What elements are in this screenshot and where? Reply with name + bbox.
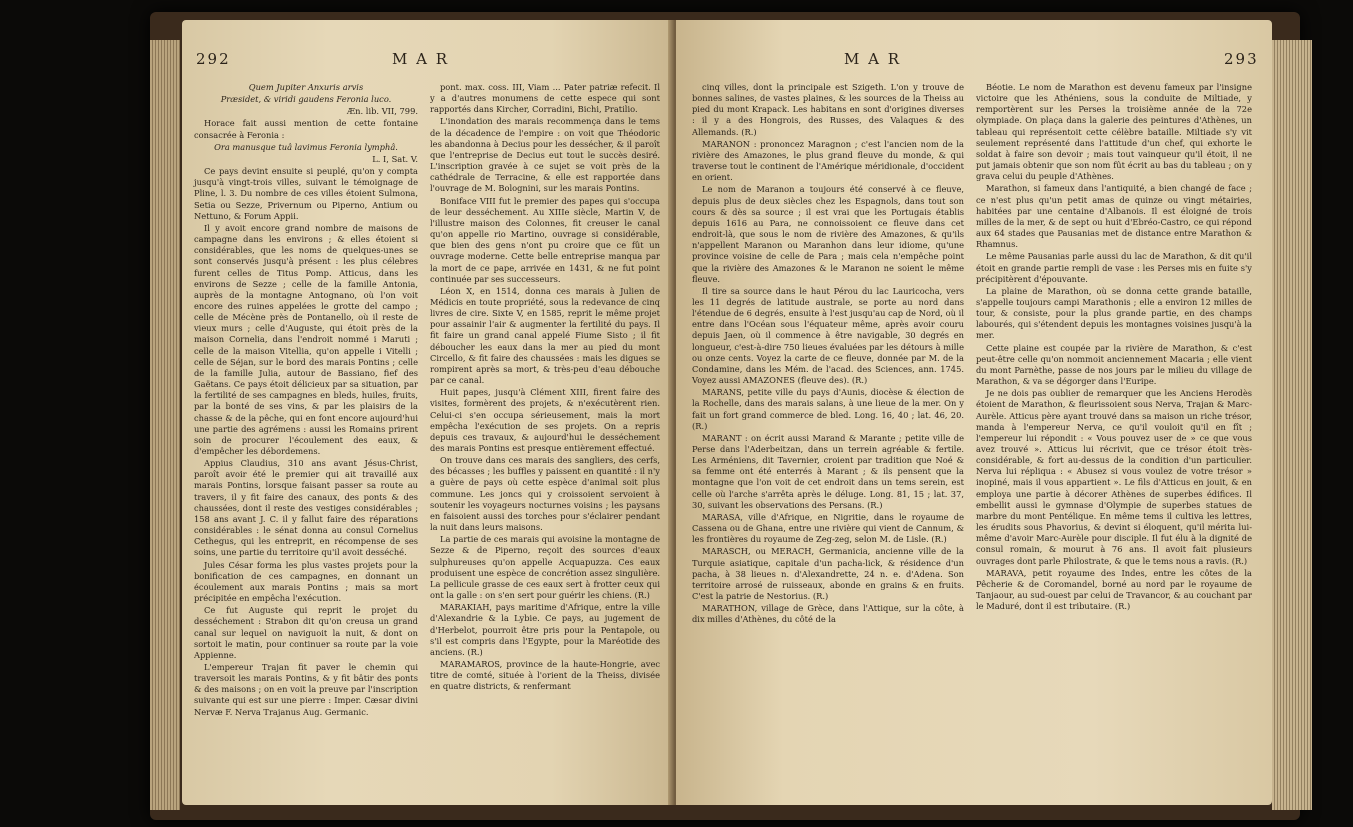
paragraph: Ora manusque tuâ lavimus Feronia lymphâ. bbox=[214, 141, 398, 152]
paragraph: Le même Pausanias parle aussi du lac de Marathon, & dit qu'il étoit en grande partie rempli de vase : les Perses mis en fuite s'y précipitèrent d'épouvante. bbox=[976, 251, 1252, 284]
paragraph: cinq villes, dont la principale est Szigeth. L'on y trouve de bonnes salines, de vastes plaines, & les sources de la Theiss au pied du mont Krapack. Les habitans en sont d'origines diverses : il y a des Hongrois, des Russes, des Valaques & des Allemands. (R.) bbox=[692, 82, 964, 137]
paragraph: L'empereur Trajan fit paver le chemin qui traversoit les marais Pontins, & y fit bâtir des ponts & des maisons ; on en voit la preuve par l'inscription suivante qui est sur une pierre : Imper. Cæsar divini Nervæ F. Nerva Trajanus Aug. Germanic. bbox=[194, 661, 418, 717]
paragraph: Huit papes, jusqu'à Clément XIII, firent faire des visites, formèrent des projets, & n'exécutèrent rien. Celui-ci s'en occupa sérieusement, mais la mort empêcha l'exécution de ses projets. On a repris depuis ces travaux, & aujourd'hui le desséchement des marais Pontins est presque entièrement effectué. bbox=[430, 387, 660, 453]
paragraph: MARANS, petite ville du pays d'Aunis, diocèse & élection de la Rochelle, dans des marais salans, à une lieue de la mer. On y fait un fort grand commerce de bled. Long. 16, 40 ; lat. 46, 20. (R.) bbox=[692, 387, 964, 431]
right-page-edges bbox=[1272, 40, 1312, 810]
paragraph: Je ne dois pas oublier de remarquer que les Anciens Herodès étoient de Marathon, & fleurissoient sous Nerva, Trajan & Marc-Aurèle. Atticus père ayant trouvé dans sa maison un riche trésor, manda à l'empereur Nerva, ce qu'il vouloit qu'il en fît ; l'empereur lui répondit : « Vous pouvez user de » ce que vous avez trouvé ». Atticus lui récrivit, que ce trésor étoit très-considérable, & fort au-dessus de la condition d'un particulier. Nerva lui répliqua : « Abusez si vous voulez de votre trésor » inopiné, mais il vous appartient ». Le fils d'Atticus en jouit, & en employa une partie à décorer Athènes de superbes édifices. Il embellit aussi le gymnase d'Olympie de superbes statues de marbre du mont Pentélique. En même tems il cultiva les lettres, les érudits sous Phavorius, & devint si éloquent, qu'il mérita lui-même d'avoir Marc-Aurèle pour disciple. Il fut élu à la dignité de consul romain, & mourut à 76 ans. Il avoit fait plusieurs ouvrages dont parle Philostrate, & que le tems nous a ravis. (R.) bbox=[976, 388, 1252, 566]
paragraph: Jules César forma les plus vastes projets pour la bonification de ces campagnes, en donnant un écoulement aux marais Pontins ; mais sa mort précipitée en empêcha l'exécution. bbox=[194, 559, 418, 604]
paragraph: La plaine de Marathon, où se donna cette grande bataille, s'appelle toujours campi Marathonis ; elle a environ 12 milles de tour, & consiste, pour la plus grande partie, en des champs labourés, qui s'étendent depuis les montagnes voisines jusqu'à la mer. bbox=[976, 285, 1252, 341]
paragraph: Horace fait aussi mention de cette fontaine consacrée à Feronia : bbox=[194, 118, 418, 140]
left-running-head: M A R bbox=[392, 50, 450, 68]
paragraph: Béotie. Le nom de Marathon est devenu fameux par l'insigne victoire que les Athéniens, sous la conduite de Miltiade, y remportèrent sur les Perses la troisième année de la 72e olympiade. On plaça dans la galerie des peintures d'Athènes, un tableau qui représentoit cette célèbre bataille. Miltiade s'y vit seulement représenté dans l'attitude d'un chef, qui exhorte le soldat à faire son devoir ; mais tout vainqueur qu'il étoit, il ne put jamais obtenir que son nom fût écrit au bas du tableau ; on y grava celui du peuple d'Athènes. bbox=[976, 82, 1252, 182]
paragraph: Boniface VIII fut le premier des papes qui s'occupa de leur desséchement. Au XIIIe siècle, Martin V, de l'illustre maison des Colonnes, fit creuser le canal qu'on appelle rio Martino, ouvrage si considérable, que bien des gens n'ont pu croire que ce fût un ouvrage moderne. Cette belle entreprise manqua par la mort de ce pape, arrivée en 1431, & ne fut point continuée par ses successeurs. bbox=[430, 195, 660, 284]
left-page-edges bbox=[150, 40, 180, 810]
right-page bbox=[676, 20, 1272, 805]
paragraph: Le nom de Maranon a toujours été conservé à ce fleuve, depuis plus de deux siècles chez les Espagnols, dans tout son cours & dès sa source ; il est vrai que les Portugais établis depuis 1616 au Para, ne connoissoient ce fleuve dans cet endroit-là, que sous le nom de rivière des Amazones, & qu'ils n'appellent Maranon ou Maranhon dans leur idiome, qu'une province voisine de celle de Para ; mais cela n'empêche point que la rivière des Amazones & le Maranon ne soient le même fleuve. bbox=[692, 184, 964, 284]
right-page-column-1 bbox=[692, 82, 964, 627]
left-page-column-2 bbox=[430, 82, 660, 719]
paragraph: Ce fut Auguste qui reprit le projet du desséchement : Strabon dit qu'on creusa un grand canal sur lequel on naviguoit la nuit, & dont on sortoit le matin, pour continuer sa route par la voie Appienne. bbox=[194, 605, 418, 660]
paragraph: L. I, Sat. V. bbox=[372, 153, 418, 164]
paragraph: Ce pays devint ensuite si peuplé, qu'on y compta jusqu'à vingt-trois villes, suivant le témoignage de Pline, l. 3. Du nombre de ces villes étoient Sulmona, Setia ou Sezze, Privernum ou Piperno, Antium ou Nettuno, & Forum Appii. bbox=[194, 166, 418, 221]
paragraph: Cette plaine est coupée par la rivière de Marathon, & c'est peut-être celle qu'on nommoit anciennement Macaria ; elle vient du mont Parnèthe, passe de nos jours par le milieu du village de Marathon, & va se dégorger dans l'Euripe. bbox=[976, 342, 1252, 387]
paragraph: Appius Claudius, 310 ans avant Jésus-Christ, paroît avoir été le premier qui ait travaillé aux marais Pontins, lorsque faisant passer sa route au travers, il y fit faire des canaux, des ponts & des chaussées, dont il reste des vestiges considérables ; 158 ans avant J. C. il y fallut faire des réparations considérables : le sénat donna au consul Cornelius Cethegus, qui les entreprit, en récompense de ses soins, une partie du territoire qu'il avoit desséché. bbox=[194, 458, 418, 558]
paragraph: Æn. lib. VII, 799. bbox=[346, 106, 418, 117]
right-running-head: M A R bbox=[844, 50, 902, 68]
paragraph: Il tire sa source dans le haut Pérou du lac Lauricocha, vers les 11 degrés de latitude australe, se porte au nord dans l'étendue de 6 degrés, ensuite à l'est jusqu'au cap de Nord, où il entre dans l'Océan sous l'équateur même, après avoir couru depuis Jaen, où il commence à être navigable, 30 degrés en longueur, c'est-à-dire 750 lieues évaluées par les détours à mille ou onze cents. Voyez la carte de ce fleuve, donnée par M. de la Condamine, dans les Mém. de l'acad. des Sciences, ann. 1745. Voyez aussi AMAZONES (fleuve des). (R.) bbox=[692, 285, 964, 386]
paragraph: Quem Jupiter Anxuris arvis bbox=[248, 82, 364, 92]
paragraph: La partie de ces marais qui avoisine la montagne de Sezze & de Piperno, reçoit des sources d'eaux sulphureuses qu'on appelle Acquapuzza. Ces eaux produisent une espèce de concrétion assez singulière. La pellicule grasse de ces eaux sert à frotter ceux qui ont la galle : on s'en sert pour guérir les chiens. (R.) bbox=[430, 534, 660, 601]
paragraph: MARAVA, petit royaume des Indes, entre les côtes de la Pêcherie & de Coromandel, borné au nord par le royaume de Tanjaour, au sud-ouest par celui de Travancor, & au couchant par le Maduré, dont il est tributaire. (R.) bbox=[976, 567, 1252, 612]
paragraph: On trouve dans ces marais des sangliers, des cerfs, des bécasses ; les buffles y paissent en quantité : il n'y a guère de pays où cette espèce d'animal soit plus commune. Les joncs qui y croissoient servoient à soutenir les voyageurs nocturnes voisins ; les paysans en faisoient aussi des torches pour s'éclairer pendant la nuit dans leurs maisons. bbox=[430, 455, 660, 533]
paragraph: Præsidet, & viridi gaudens Feronia luco. bbox=[220, 94, 392, 105]
paragraph: MARAMAROS, province de la haute-Hongrie, avec titre de comté, située à l'orient de la Theiss, divisée en quatre districts, & renfermant bbox=[430, 658, 660, 692]
paragraph: pont. max. coss. III, Viam ... Pater patriæ refecit. Il y a d'autres monumens de cette espece qui sont rapportés dans Kircher, Corradini, Bichi, Pratilio. bbox=[430, 82, 660, 115]
paragraph: MARATHON, village de Grèce, dans l'Attique, sur la côte, à dix milles d'Athènes, du côté de la bbox=[692, 603, 964, 625]
paragraph: MARANON : prononcez Maragnon ; c'est l'ancien nom de la rivière des Amazones, le plus grand fleuve du monde, & qui traverse tout le continent de l'Amérique méridionale, d'occident en orient. bbox=[692, 138, 964, 183]
left-page-column-1 bbox=[194, 82, 418, 719]
right-page-column-2 bbox=[976, 82, 1252, 627]
paragraph: MARANT : on écrit aussi Marand & Marante ; petite ville de Perse dans l'Aderbeitzan, dans un terrein agréable & fertile. Les Arméniens, dit Tavernier, croient par tradition que Noé & sa femme ont été enterrés à Marant ; & ils pensent que la montagne que l'on voit de cet endroit dans un tems serein, est celle où l'arche s'arrêta après le déluge. Long. 81, 15 ; lat. 37, 30, suivant les observations des Persans. (R.) bbox=[692, 432, 964, 510]
paragraph: Il y avoit encore grand nombre de maisons de campagne dans les environs ; & elles étoient si considérables, que les noms de quelques-unes se sont conservés jusqu'à présent : les plus célebres furent celles de Titus Pomp. Atticus, dans les environs de Sezze ; celle de la famille Antonia, auprès de la montagne Antognano, où l'on voit encore des ruines appelées le grotte del campo ; celle de Mécène près de Pontanello, où il reste de vieux murs ; celle d'Auguste, qui étoit près de la maison Cornelia, dans l'endroit nommé i Maruti ; celle de la maison Vitellia, qu'on appelle i Vitelli ; celle de Séjan, sur le bord des marais Pontins ; celle de la famille Julia, autour de Bassiano, fief des Gaëtans. Ce pays étoit délicieux par sa situation, par la fertilité de ses campagnes en bleds, huiles, fruits, par la bonté de ses vins, & par les plaisirs de la chasse & de la pêche, qui en font encore aujourd'hui une partie des agrémens : aussi les Romains prirent soin de procurer l'écoulement des eaux, & d'empêcher les débordemens. bbox=[194, 222, 418, 456]
paragraph: MARASA, ville d'Afrique, en Nigritie, dans le royaume de Cassena ou de Ghana, entre une rivière qui vient de Cannum, & les frontières du royaume de Zeg-zeg, selon M. de Lisle. (R.) bbox=[692, 511, 964, 545]
paragraph: L'inondation des marais recommença dans le tems de la décadence de l'empire : on voit que Théodoric les abandonna à Decius pour les dessécher, & il paroît que l'entreprise de Decius eut tout le succès desiré. L'inscription gravée à ce sujet se voit près de la cathédrale de Terracine, & elle est rapportée dans l'ouvrage de M. Bolognini, sur les marais Pontins. bbox=[430, 116, 660, 194]
paragraph: MARASCH, ou MERACH, Germanicia, ancienne ville de la Turquie asiatique, capitale d'un pacha-lick, & résidence d'un pacha, à 38 lieues n. d'Alexandrette, 24 n. e. d'Adena. Son territoire arrosé de ruisseaux, abonde en grains & en fruits. C'est la patrie de Nestorius. (R.) bbox=[692, 546, 964, 602]
paragraph: MARAKIAH, pays maritime d'Afrique, entre la ville d'Alexandrie & la Lybie. Ce pays, au jugement de d'Herbelot, pourroit être pris pour la Pentapole, ou s'il est compris dans l'Egypte, pour la Maréotide des anciens. (R.) bbox=[430, 602, 660, 657]
right-page-number: 293 bbox=[1224, 50, 1259, 68]
left-page-number: 292 bbox=[196, 50, 231, 68]
left-page bbox=[182, 20, 674, 805]
paragraph: Léon X, en 1514, donna ces marais à Julien de Médicis en toute propriété, sous la redevance de cinq livres de cire. Sixte V, en 1585, reprit le même projet pour assainir l'air & augmenter la fertilité du pays. Il fit faire un grand canal appelé Fiume Sisto ; il fit déboucher les eaux dans la mer au pied du mont Circello, & fit faire des chaussées : mais les digues se rompirent après sa mort, & très-peu d'eau débouche par ce canal. bbox=[430, 285, 660, 386]
paragraph: Marathon, si fameux dans l'antiquité, a bien changé de face ; ce n'est plus qu'un petit amas de quinze ou vingt métairies, habitées par une centaine d'Albanois. Il est éloigné de trois milles de la mer, & de sept ou huit d'Ebréo-Castro, ce qui répond aux 64 stades que Pausanias met de distance entre Marathon & Rhamnus. bbox=[976, 183, 1252, 250]
